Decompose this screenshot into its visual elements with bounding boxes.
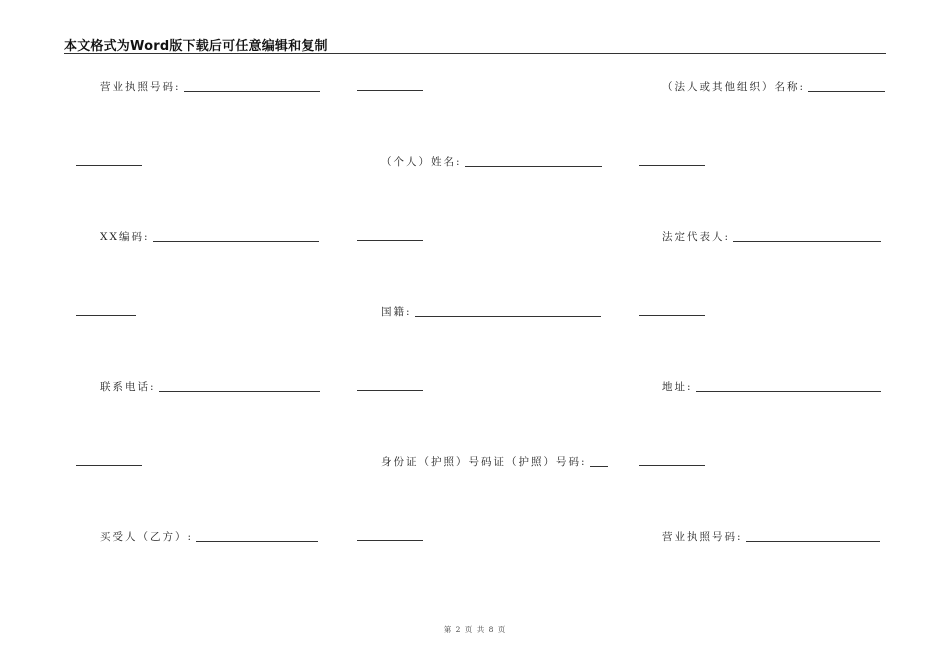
phone-blank[interactable]: [159, 390, 320, 392]
id-passport-field: [381, 454, 608, 469]
blank-line[interactable]: [76, 165, 142, 166]
org-name-label: （法人或其他组织）名称:: [662, 81, 806, 93]
nationality-label: 国籍:: [381, 306, 412, 318]
business-license-blank-2[interactable]: [746, 540, 880, 542]
business-license-label-1: 营业执照号码:: [100, 81, 181, 93]
address-label: 地址:: [662, 381, 693, 393]
business-license-blank-1[interactable]: [184, 90, 320, 92]
legal-rep-field: [662, 229, 881, 244]
org-name-blank[interactable]: [808, 90, 885, 92]
id-passport-label: 身份证（护照）号码证（护照）号码:: [381, 456, 587, 468]
blank-line[interactable]: [357, 240, 423, 241]
blank-line[interactable]: [357, 390, 423, 391]
xx-code-label: XX编码:: [100, 231, 150, 243]
person-name-label: （个人）姓名:: [381, 156, 462, 168]
blank-line[interactable]: [639, 165, 705, 166]
business-license-label-2: 营业执照号码:: [662, 531, 743, 543]
nationality-blank[interactable]: [415, 315, 601, 317]
blank-line[interactable]: [357, 90, 423, 91]
blank-line[interactable]: [639, 315, 705, 316]
address-blank[interactable]: [696, 390, 881, 392]
blank-line[interactable]: [357, 540, 423, 541]
person-name-blank[interactable]: [465, 165, 602, 167]
blank-line[interactable]: [639, 465, 705, 466]
business-license-field-1: [100, 79, 320, 94]
buyer-blank[interactable]: [196, 540, 318, 542]
document-header-title: 本文格式为Word版下载后可任意编辑和复制: [64, 39, 328, 54]
xx-code-blank[interactable]: [153, 240, 319, 242]
blank-line[interactable]: [76, 315, 136, 316]
org-name-field: [662, 79, 885, 94]
page-number: 第 2 页 共 8 页: [443, 625, 507, 634]
person-name-field: [381, 154, 602, 169]
address-field: [662, 379, 881, 394]
header-rule: [64, 53, 886, 54]
legal-rep-label: 法定代表人:: [662, 231, 731, 243]
xx-code-field: [100, 229, 319, 244]
blank-line[interactable]: [76, 465, 142, 466]
nationality-field: [381, 304, 601, 319]
phone-label: 联系电话:: [100, 381, 156, 393]
business-license-field-2: [662, 529, 880, 544]
phone-field: [100, 379, 320, 394]
buyer-field: [100, 529, 318, 544]
legal-rep-blank[interactable]: [733, 240, 881, 242]
id-passport-blank[interactable]: [590, 465, 608, 467]
buyer-label: 买受人（乙方）:: [100, 531, 194, 543]
